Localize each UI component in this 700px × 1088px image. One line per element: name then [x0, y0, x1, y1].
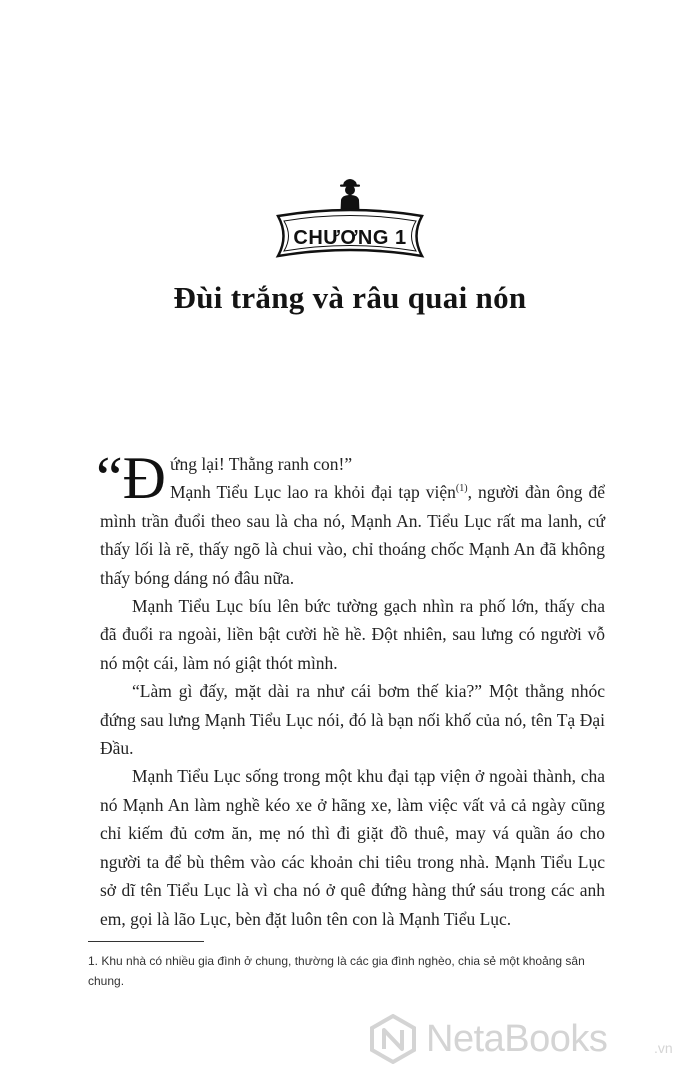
paragraph-1-start: Mạnh Tiểu Lục lao ra khỏi đại tạp viện [169, 482, 456, 503]
drop-letter: Đ [122, 445, 166, 511]
footnote-ref[interactable]: (1) [455, 483, 468, 495]
watermark-suffix: .vn [654, 1040, 673, 1056]
chapter-title: Đùi trắng và râu quai nón [173, 280, 527, 315]
paragraph-3: “Làm gì đấy, mặt dài ra như cái bơm thế kia?” Một thằng nhóc đứng sau lưng Mạnh Tiểu Lục nói, đó là bạn nối khố của nó, tên Tạ Đại Đầu. [100, 681, 605, 759]
netabooks-logo-icon [368, 1014, 418, 1064]
drop-quote: “ [96, 445, 123, 511]
opening-line: ứng lại! Thằng ranh con!” [169, 454, 353, 474]
watermark [368, 1006, 688, 1070]
footnote: 1. Khu nhà có nhiều gia đình ở chung, thường là các gia đình nghèo, chia sẻ một khoảng sân chung. [88, 954, 585, 988]
drop-cap [96, 445, 166, 511]
paragraph-4: Mạnh Tiểu Lục sống trong một khu đại tạp viện ở ngoài thành, cha nó Mạnh An làm nghề kéo xe ở hãng xe, làm việc vất vả cả ngày cũng chỉ kiếm đủ cơm ăn, mẹ nó thì đi giặt đồ thuê, may vá quần áo cho người ta để bù thêm vào các khoản chi tiêu trong nhà. Mạnh Tiểu Lục sở dĩ tên Tiểu Lục là vì cha nó ở quê đứng hàng thứ sáu trong các anh em, gọi là lão Lục, bèn đặt luôn tên con là Mạnh Tiểu Lục. [100, 766, 605, 929]
footnote-divider [88, 941, 204, 942]
paragraph-1-end: , người đàn ông để mình trần đuổi theo sau là cha nó, Mạnh An. Tiểu Lục rất ma lanh, cứ thấy lối là rẽ, thấy ngõ là chui vào, chỉ thoáng chốc Mạnh An đã không thấy bóng dáng nó đâu nữa. [100, 482, 605, 588]
body-text [96, 445, 605, 933]
opening-paragraph [96, 445, 605, 592]
watermark-brand: NetaBooks [426, 1018, 608, 1060]
chapter-label: CHƯƠNG 1 [293, 227, 407, 249]
paragraph-2: Mạnh Tiểu Lục bíu lên bức tường gạch nhìn ra phố lớn, thấy cha đã đuổi ra ngoài, liền bật cười hề hề. Đột nhiên, sau lưng có người vỗ nó một cái, làm nó giật thót mình. [100, 596, 605, 673]
